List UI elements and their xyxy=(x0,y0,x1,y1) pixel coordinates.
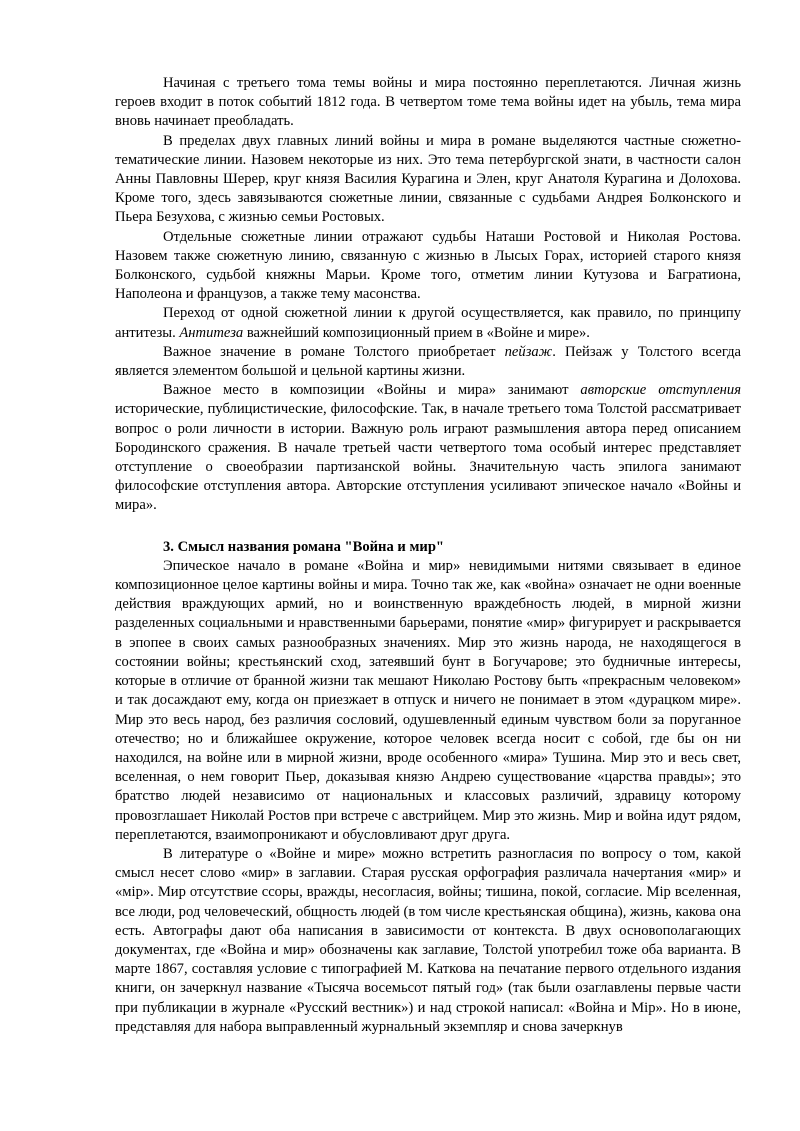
paragraph-6-text-a: Важное место в композиции «Войны и мира» занимают xyxy=(163,382,581,399)
paragraph-6-text-b: исторические, публицистические, философские. Так, в начале третьего тома Толстой рассматривает вопрос о роли личности в истории. Важную роль играют размышления автора перед описанием Бородинского сражения. В начале третьей части четвертого тома особый интерес представляет отступление о своеобразии партизанской войны. Значительную часть эпилога занимают философские отступления автора. Авторские отступления усиливают эпическое начало «Войны и мира». xyxy=(115,401,741,514)
paragraph-2: В пределах двух главных линий войны и мира в романе выделяются частные сюжетно-тематические линии. Назовем некоторые из них. Это тема петербургской знати, в частности салон Анны Павловны Шерер, круг князя Василия Курагина и Элен, круг Анатоля Курагина и Долохова. Кроме того, здесь завязываются сюжетные линии, связанные с судьбами Андрея Болконского и Пьера Безухова, с жизнью семьи Ростовых. xyxy=(115,132,741,226)
paragraph-3: Отдельные сюжетные линии отражают судьбы Наташи Ростовой и Николая Ростова. Назовем также сюжетную линию, связанную с жизнью в Лысых Горах, историей старого князя Болконского, судьбой княжны Марьи. Кроме того, отметим линии Кутузова и Багратиона, Наполеона и французов, а также тему масонства. xyxy=(115,228,741,303)
section-heading: 3. Смысл названия романа "Война и мир" xyxy=(163,538,445,555)
paragraph-1: Начиная с третьего тома темы войны и мира постоянно переплетаются. Личная жизнь героев входит в поток событий 1812 года. В четвертом томе тема войны идет на убыль, тема мира вновь начинает преобладать. xyxy=(115,75,741,130)
paragraph-5-text-a: Важное значение в романе Толстого приобретает xyxy=(163,343,505,360)
paragraph-8: В литературе о «Войне и мире» можно встретить разногласия по вопросу о том, какой смысл несет слово «мир» в заглавии. Старая русская орфография различала начертания «мир» и «мiр». Мир отсутствие ссоры, вражды, несогласия, войны; тишина, покой, согласие. Мiр вселенная, все люди, род человеческий, общность людей (в том числе крестьянская община), жизнь, какова она есть. Автографы дают оба написания в зависимости от контекста. В двух основополагающих документах, где «Война и мир» обозначены как заглавие, Толстой употребил тоже оба варианта. В марте 1867, составляя условие с типографией М. Каткова на печатание первого отдельного издания книги, он зачеркнул название «Тысяча восемьсот пятый год» (так были озаглавлены первые части при публикации в журнале «Русский вестник») и над строкой написал: «Война и Мiр». Но в июне, представляя для набора выправленный журнальный экземпляр и снова зачеркнув xyxy=(115,845,741,1035)
paragraph-5-text-b: . Пейзаж у Толстого всегда является элементом большой и цельной картины жизни. xyxy=(115,343,742,380)
paragraph-4-text-b: важнейший композиционный прием в «Войне и мире». xyxy=(243,324,590,341)
document-body xyxy=(115,74,741,1037)
paragraph-7: Эпическое начало в романе «Война и мир» невидимыми нитями связывает в единое композиционное целое картины войны и мира. Точно так же, как «война» означает не одни военные действия враждующих армий, но и воинственную враждебность людей, в мирной жизни разделенных социальными и нравственными барьерами, понятие «мир» фигурирует и раскрывается в эпопее в своих самых разнообразных значениях. Мир это жизнь народа, не находящегося в состоянии войны; крестьянский сход, затеявший бунт в Богучарове; это будничные интересы, которые в отличие от бранной жизни так мешают Николаю Ростову быть «прекрасным человеком» и так досаждают ему, когда он приезжает в отпуск и ничего не понимает в этом «дурацком мире». Мир это весь народ, без различия сословий, одушевленный единым чувством боли за поруганное отечество; но и ближайшее окружение, которое человек всегда носит с собой, где бы он ни находился, на войне или в мирной жизни, вроде особенного «мира» Тушина. Мир это и весь свет, вселенная, о нем говорит Пьер, доказывая князю Андрею существование «царства правды»; это братство людей независимо от национальных и классовых различий, здравицу которому провозглашает Николай Ростов при встрече с австрийцем. Мир это жизнь. Мир и война идут рядом, переплетаются, взаимопроникают и обусловливают друг друга. xyxy=(115,557,741,843)
paragraph-4 xyxy=(115,304,741,342)
term-peizazh: пейзаж xyxy=(504,343,553,360)
term-avtorskie-otstupleniya: авторские отступления xyxy=(580,382,741,399)
paragraph-4-text-a: Переход от одной сюжетной линии к другой осуществляется, как правило, по принципу антитезы. xyxy=(115,305,741,341)
paragraph-6 xyxy=(115,381,741,515)
term-antiteza: Антитеза xyxy=(179,324,244,341)
paragraph-5 xyxy=(115,343,741,381)
